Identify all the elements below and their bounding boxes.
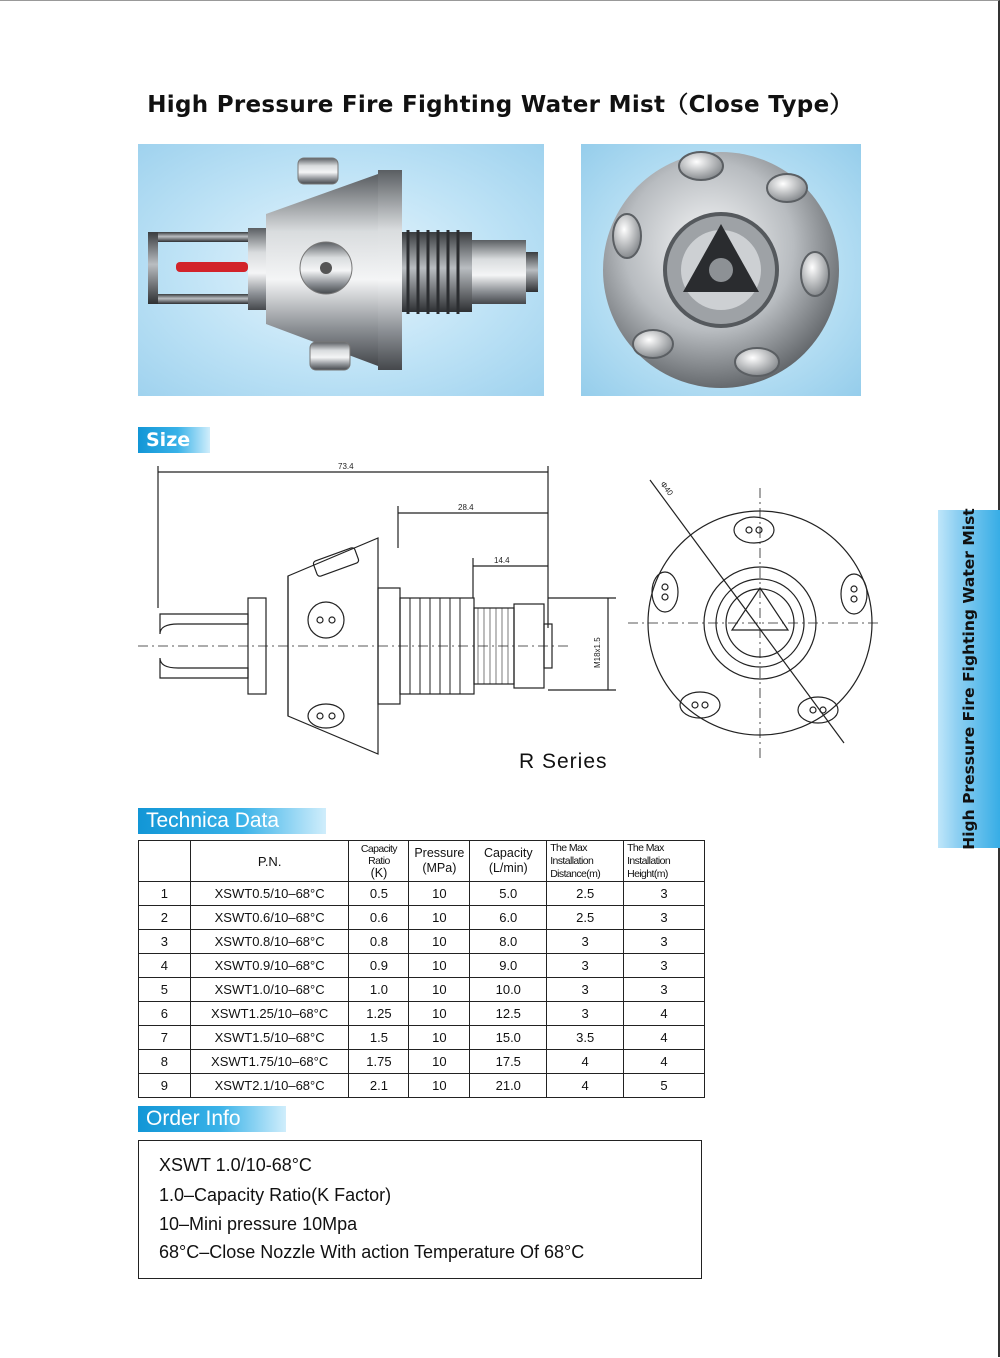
cell-k: 1.75 bbox=[349, 1050, 409, 1074]
col-header-pressure bbox=[409, 841, 470, 882]
cell-distance: 3 bbox=[547, 930, 624, 954]
section-label-size: Size bbox=[138, 427, 210, 453]
technical-data-table bbox=[138, 840, 705, 1098]
cell-k: 0.5 bbox=[349, 882, 409, 906]
cell-distance: 4 bbox=[547, 1050, 624, 1074]
cell-height: 5 bbox=[624, 1074, 705, 1098]
cell-height: 4 bbox=[624, 1050, 705, 1074]
dim-overall-label: 73.4 bbox=[338, 462, 354, 471]
nozzle-side-illustration bbox=[138, 144, 544, 396]
cell-height: 4 bbox=[624, 1002, 705, 1026]
table-row bbox=[139, 1074, 705, 1098]
order-temperature-note: 68°C–Close Nozzle With action Temperature Of 68°C bbox=[159, 1242, 585, 1262]
cell-capacity: 10.0 bbox=[470, 978, 547, 1002]
cell-pressure: 10 bbox=[409, 930, 470, 954]
section-label-order: Order Info bbox=[138, 1106, 286, 1132]
cell-k: 0.8 bbox=[349, 930, 409, 954]
technical-drawing bbox=[138, 458, 878, 788]
cell-no: 3 bbox=[139, 930, 191, 954]
table-row bbox=[139, 978, 705, 1002]
side-tab-text: High Pressure Fire Fighting Water Mist bbox=[960, 508, 978, 850]
cell-no: 6 bbox=[139, 1002, 191, 1026]
cell-capacity: 5.0 bbox=[470, 882, 547, 906]
cell-capacity: 8.0 bbox=[470, 930, 547, 954]
cell-pn: XSWT1.0/10–68°C bbox=[190, 978, 349, 1002]
col-header-capacity-line1: Capacity bbox=[483, 846, 533, 860]
cell-k: 1.5 bbox=[349, 1026, 409, 1050]
thread-spec-label: M18x1.5 bbox=[593, 637, 602, 668]
diameter-label: Φ40 bbox=[658, 479, 675, 498]
cell-distance: 3.5 bbox=[547, 1026, 624, 1050]
cell-distance: 2.5 bbox=[547, 882, 624, 906]
cell-k: 0.6 bbox=[349, 906, 409, 930]
cell-distance: 2.5 bbox=[547, 906, 624, 930]
dim-body-label: 28.4 bbox=[458, 503, 474, 512]
cell-no: 9 bbox=[139, 1074, 191, 1098]
table-header-row bbox=[139, 841, 705, 882]
cell-k: 0.9 bbox=[349, 954, 409, 978]
section-label-technical: Technica Data bbox=[138, 808, 326, 834]
cell-height: 3 bbox=[624, 978, 705, 1002]
cell-distance: 4 bbox=[547, 1074, 624, 1098]
table-row bbox=[139, 1026, 705, 1050]
col-header-capacity-ratio-line1: Capacity Ratio bbox=[360, 843, 397, 867]
col-header-max-height-line2: Height(m) bbox=[627, 867, 668, 880]
cell-pressure: 10 bbox=[409, 1050, 470, 1074]
front-view-outline bbox=[628, 480, 878, 758]
table-row bbox=[139, 1050, 705, 1074]
series-label: R Series bbox=[519, 750, 608, 773]
cell-pressure: 10 bbox=[409, 954, 470, 978]
cell-pn: XSWT1.5/10–68°C bbox=[190, 1026, 349, 1050]
page-title: High Pressure Fire Fighting Water Mist（Close Type） bbox=[147, 92, 853, 118]
cell-capacity: 21.0 bbox=[470, 1074, 547, 1098]
cell-pn: XSWT0.6/10–68°C bbox=[190, 906, 349, 930]
cell-height: 4 bbox=[624, 1026, 705, 1050]
cell-k: 1.0 bbox=[349, 978, 409, 1002]
cell-capacity: 15.0 bbox=[470, 1026, 547, 1050]
table-row bbox=[139, 882, 705, 906]
cell-distance: 3 bbox=[547, 1002, 624, 1026]
cell-capacity: 9.0 bbox=[470, 954, 547, 978]
order-pressure-note: 10–Mini pressure 10Mpa bbox=[159, 1214, 358, 1234]
cell-no: 1 bbox=[139, 882, 191, 906]
cell-no: 4 bbox=[139, 954, 191, 978]
dim-thread-label: 14.4 bbox=[494, 556, 510, 565]
cell-pn: XSWT0.5/10–68°C bbox=[190, 882, 349, 906]
nozzle-front-illustration bbox=[581, 144, 861, 396]
col-header-capacity-ratio bbox=[349, 841, 409, 882]
cell-pressure: 10 bbox=[409, 978, 470, 1002]
cell-k: 2.1 bbox=[349, 1074, 409, 1098]
cell-no: 2 bbox=[139, 906, 191, 930]
cell-height: 3 bbox=[624, 906, 705, 930]
cell-height: 3 bbox=[624, 882, 705, 906]
col-header-max-distance-line2: Distance(m) bbox=[550, 867, 601, 880]
cell-pressure: 10 bbox=[409, 1026, 470, 1050]
col-header-capacity-line2: (L/min) bbox=[488, 861, 528, 875]
cell-pn: XSWT0.9/10–68°C bbox=[190, 954, 349, 978]
cell-k: 1.25 bbox=[349, 1002, 409, 1026]
cell-no: 8 bbox=[139, 1050, 191, 1074]
cell-capacity: 12.5 bbox=[470, 1002, 547, 1026]
product-photo-side bbox=[138, 144, 544, 396]
col-header-max-distance bbox=[547, 841, 624, 882]
cell-pn: XSWT2.1/10–68°C bbox=[190, 1074, 349, 1098]
table-row bbox=[139, 906, 705, 930]
cell-pn: XSWT1.75/10–68°C bbox=[190, 1050, 349, 1074]
cell-pressure: 10 bbox=[409, 1002, 470, 1026]
cell-distance: 3 bbox=[547, 978, 624, 1002]
order-code: XSWT 1.0/10-68°C bbox=[159, 1155, 312, 1175]
table-row bbox=[139, 1002, 705, 1026]
col-header-max-height bbox=[624, 841, 705, 882]
cell-capacity: 17.5 bbox=[470, 1050, 547, 1074]
table-row bbox=[139, 954, 705, 978]
table-row bbox=[139, 930, 705, 954]
cell-pressure: 10 bbox=[409, 906, 470, 930]
col-header-capacity bbox=[470, 841, 547, 882]
order-capacity-note: 1.0–Capacity Ratio(K Factor) bbox=[159, 1185, 392, 1205]
cell-height: 3 bbox=[624, 930, 705, 954]
side-view-outline bbox=[138, 538, 568, 754]
cell-distance: 3 bbox=[547, 954, 624, 978]
cell-pressure: 10 bbox=[409, 1074, 470, 1098]
cell-pn: XSWT0.8/10–68°C bbox=[190, 930, 349, 954]
col-header-pn: P.N. bbox=[190, 841, 349, 882]
cell-no: 7 bbox=[139, 1026, 191, 1050]
cell-capacity: 6.0 bbox=[470, 906, 547, 930]
cell-no: 5 bbox=[139, 978, 191, 1002]
product-photo-front bbox=[581, 144, 861, 396]
cell-height: 3 bbox=[624, 954, 705, 978]
col-header-pressure-line1: Pressure bbox=[414, 846, 465, 860]
side-tab bbox=[938, 510, 1000, 848]
col-header-max-height-line1: The Max Installation bbox=[627, 841, 671, 867]
col-header-index bbox=[139, 841, 191, 882]
cell-pn: XSWT1.25/10–68°C bbox=[190, 1002, 349, 1026]
col-header-pressure-line2: (MPa) bbox=[422, 861, 457, 875]
order-info-box bbox=[138, 1140, 702, 1279]
cell-pressure: 10 bbox=[409, 882, 470, 906]
col-header-max-distance-line1: The Max Installation bbox=[550, 841, 594, 867]
col-header-capacity-ratio-line2: (K) bbox=[370, 866, 388, 880]
dimension-lines bbox=[158, 466, 616, 690]
